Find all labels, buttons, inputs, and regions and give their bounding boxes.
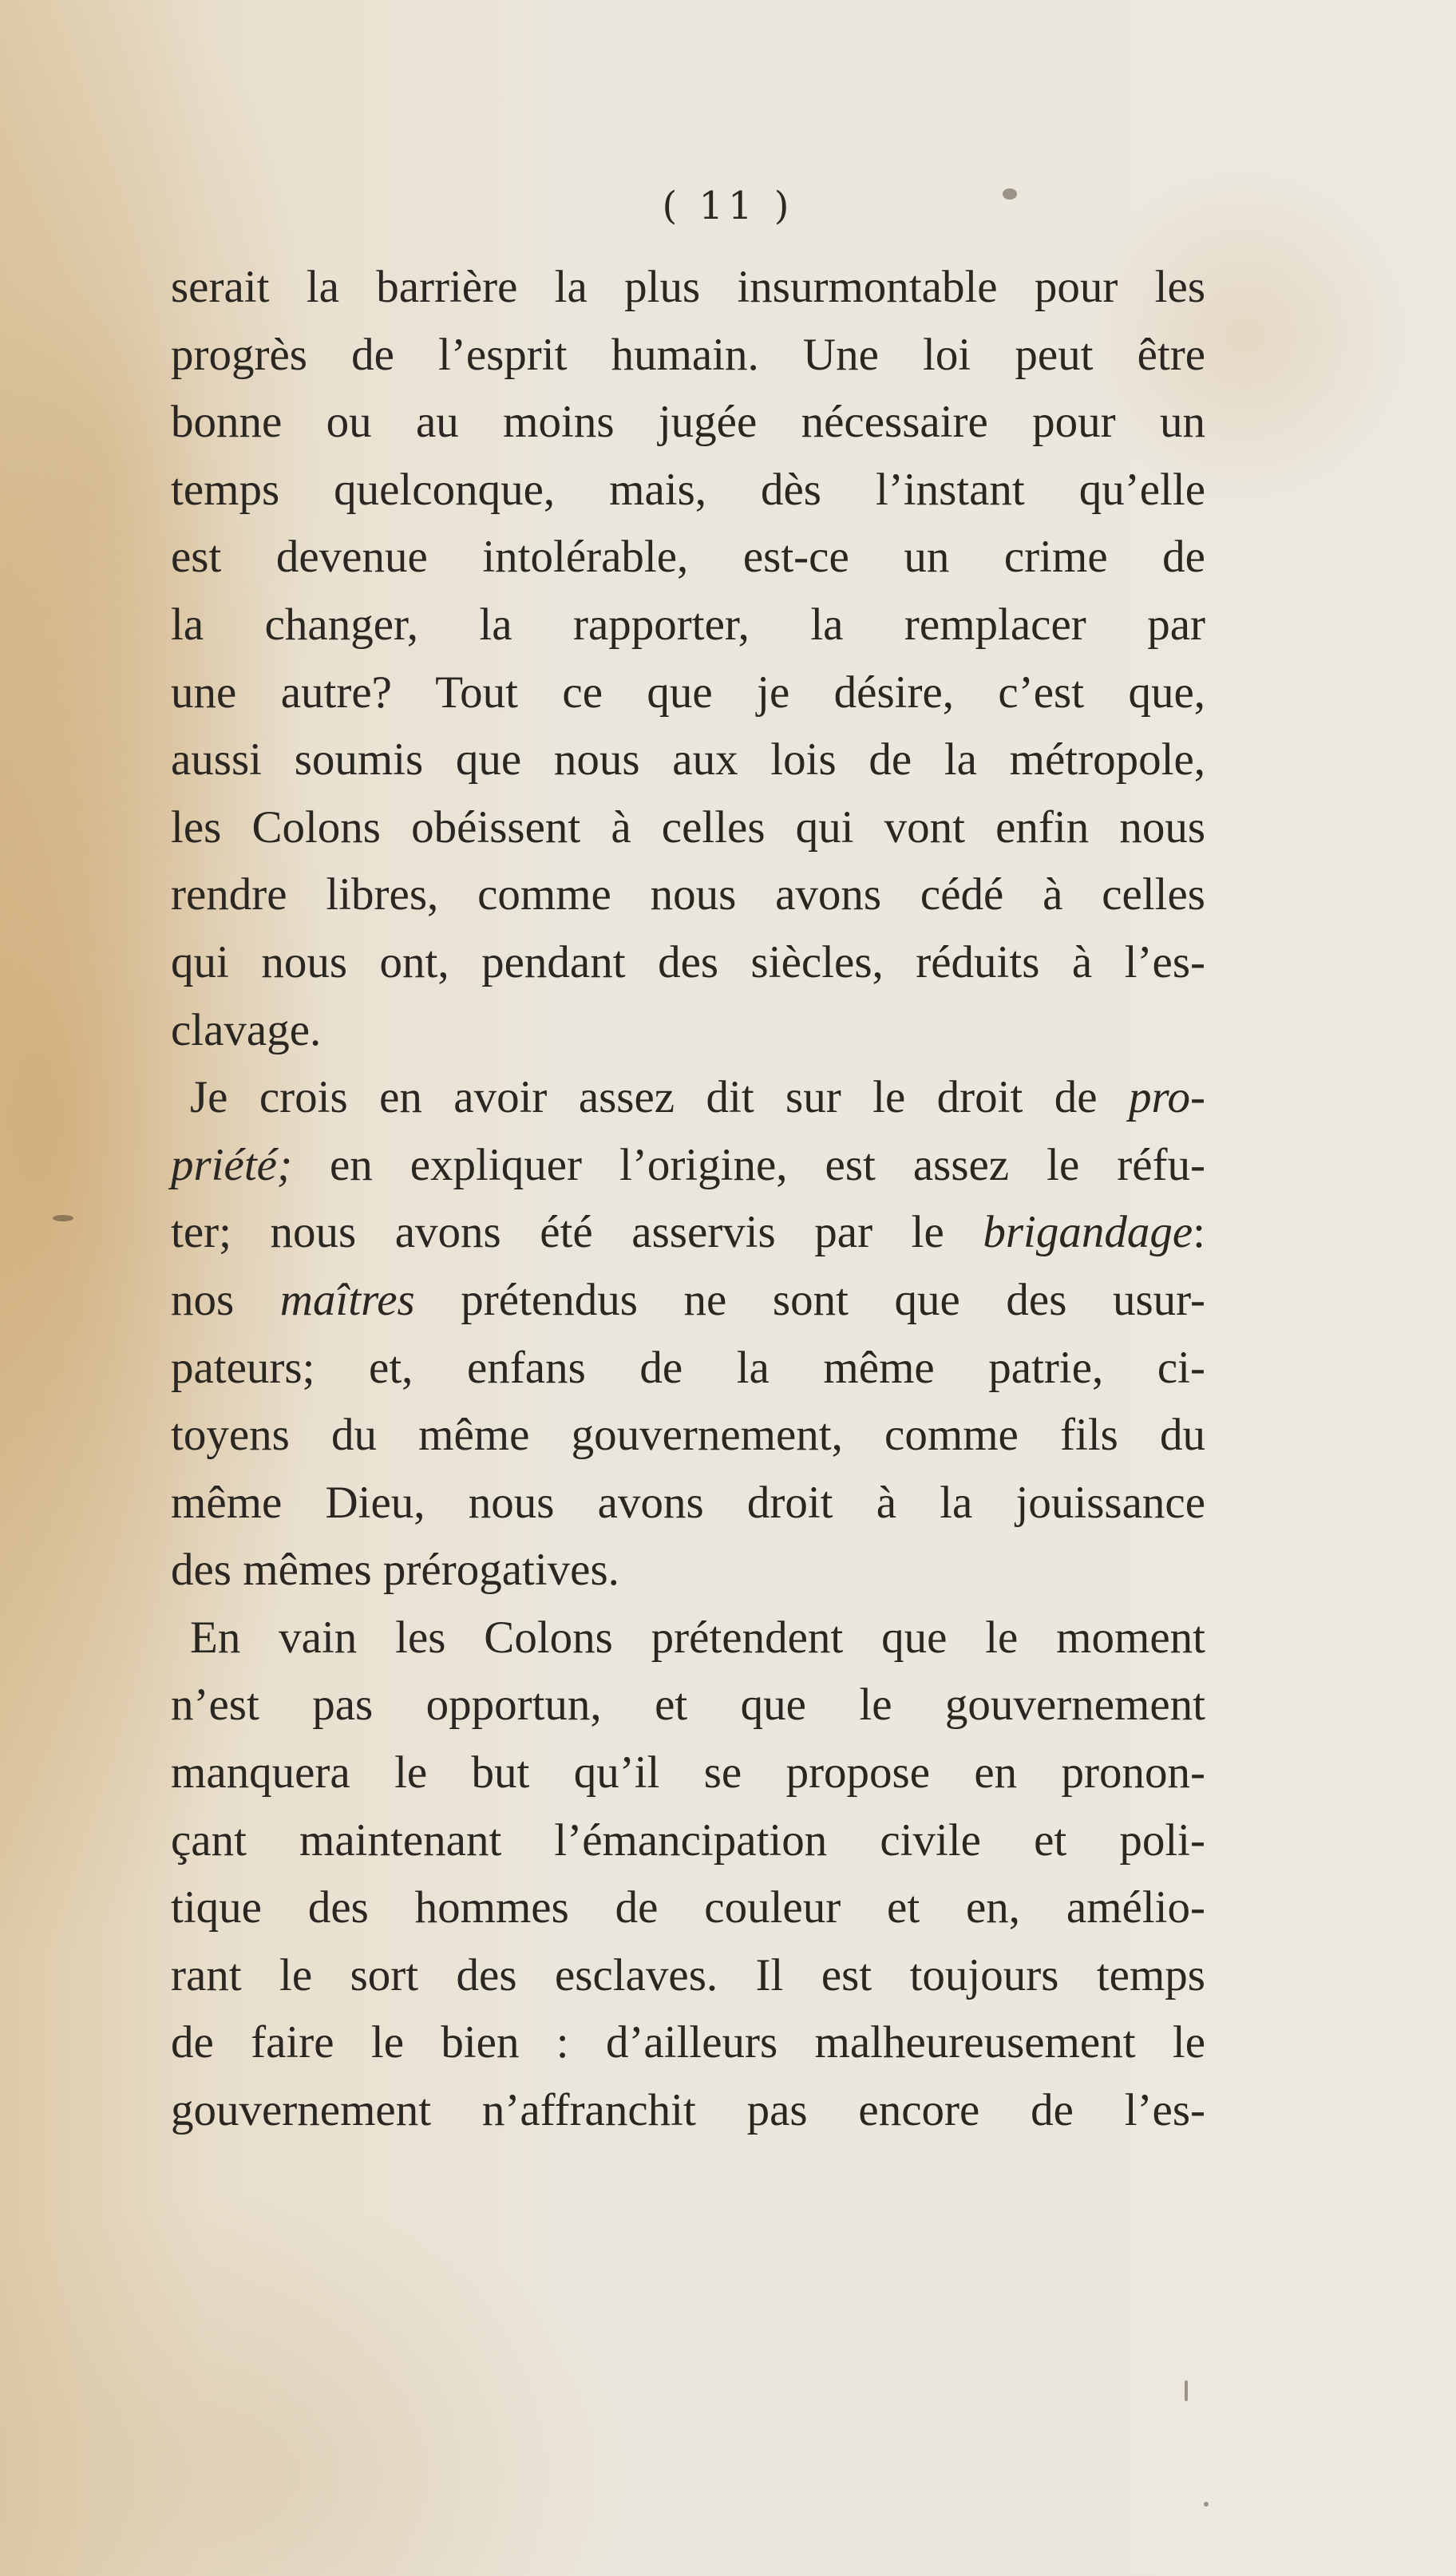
text-line <box>171 1605 1205 1672</box>
text-line: les Colons obéissent à celles qui vont enfin nous <box>171 801 1205 853</box>
body-text <box>171 254 1205 2145</box>
text-line: çant maintenant l’émancipation civile et poli- <box>171 1814 1205 1866</box>
text-segment: ter; nous avons été asservis par le <box>171 1207 983 1258</box>
text-line: bonne ou au moins jugée nécessaire pour un <box>171 397 1205 448</box>
text-line: de faire le bien : d’ailleurs malheureusement le <box>171 2017 1205 2068</box>
text-segment: : <box>1193 1207 1205 1258</box>
text-line: manquera le but qu’il se propose en pronon- <box>171 1747 1205 1798</box>
page-number: ( 11 ) <box>662 184 794 228</box>
italic-segment: pro- <box>1128 1072 1205 1123</box>
text-line-mixed <box>171 1064 1205 1132</box>
text-line: même Dieu, nous avons droit à la jouissance <box>171 1477 1205 1528</box>
text-line: serait la barrière la plus insurmontable pour les <box>171 262 1205 312</box>
text-line: progrès de l’esprit humain. Une loi peut être <box>171 329 1205 380</box>
text-segment: prétendus ne sont que des usur- <box>414 1274 1206 1325</box>
italic-segment: priété; <box>171 1139 292 1190</box>
text-line-mixed <box>171 1199 1205 1267</box>
italic-segment: maîtres <box>279 1274 415 1325</box>
text-segment: nos <box>171 1274 280 1325</box>
text-segment: en expliquer l’origine, est assez le réfu- <box>291 1139 1205 1190</box>
paper-speck <box>1003 188 1017 200</box>
text-line: qui nous ont, pendant des siècles, réduits à l’es- <box>171 936 1205 987</box>
text-segment: Je crois en avoir assez dit sur le droit de <box>190 1072 1129 1123</box>
text-segment: En vain les Colons prétendent que le moment <box>190 1612 1205 1663</box>
paper-speck <box>1204 2502 1209 2507</box>
text-line: gouvernement n’affranchit pas encore de l’es- <box>171 2085 1205 2136</box>
paper-speck <box>53 1215 73 1221</box>
text-line: une autre? Tout ce que je désire, c’est que, <box>171 667 1205 718</box>
text-line: rendre libres, comme nous avons cédé à celles <box>171 869 1205 920</box>
text-line: tique des hommes de couleur et en, amélio- <box>171 1882 1205 1933</box>
text-line: est devenue intolérable, est-ce un crime de <box>171 532 1205 583</box>
text-line: pateurs; et, enfans de la même patrie, ci- <box>171 1342 1205 1393</box>
text-line-mixed <box>171 1132 1205 1200</box>
text-line: aussi soumis que nous aux lois de la métropole, <box>171 734 1205 785</box>
text-line: des mêmes prérogatives. <box>171 1545 619 1596</box>
text-line-mixed <box>171 1267 1205 1335</box>
text-line: temps quelconque, mais, dès l’instant qu’elle <box>171 464 1205 515</box>
paper-speck <box>1185 2380 1188 2401</box>
text-line: n’est pas opportun, et que le gouvernement <box>171 1680 1205 1731</box>
text-line: la changer, la rapporter, la remplacer par <box>171 599 1205 650</box>
text-line: toyens du même gouvernement, comme fils du <box>171 1410 1205 1461</box>
italic-segment: brigandage <box>983 1207 1193 1258</box>
text-line: rant le sort des esclaves. Il est toujours temps <box>171 1949 1205 2000</box>
text-line: clavage. <box>171 1004 322 1055</box>
